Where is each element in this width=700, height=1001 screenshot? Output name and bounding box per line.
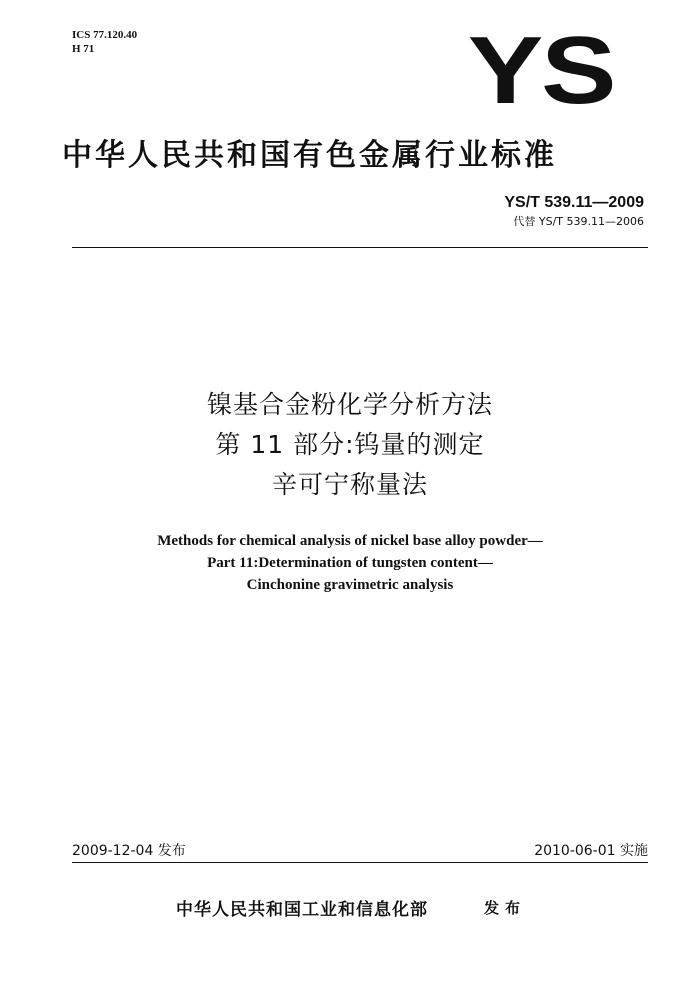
ccs-code: H 71 [72,43,95,55]
issuing-action: 发布 [484,899,527,917]
classification-codes [72,28,137,56]
chinese-title [0,385,700,505]
ys-logo-text: YS [467,17,615,124]
bottom-divider [72,862,648,863]
english-title-line-2: Part 11:Determination of tungsten content— [207,555,493,571]
replaces-standard: 代替 YS/T 539.11—2006 [513,215,644,228]
english-title-line-1: Methods for chemical analysis of nickel base alloy powder— [157,533,543,549]
industry-standard-title: 中华人民共和国有色金属行业标准 [62,138,557,173]
english-title [0,530,700,596]
chinese-title-line-1: 镍基合金粉化学分析方法 [206,390,493,419]
issue-date: 2009-12-04 发布 [72,843,186,859]
effective-date: 2010-06-01 实施 [534,843,648,859]
ics-code: ICS 77.120.40 [72,29,138,41]
standard-number-block [504,194,644,229]
english-title-line-3: Cinchonine gravimetric analysis [246,577,454,593]
chinese-title-line-2: 第 11 部分:钨量的测定 [215,430,485,459]
ys-logo [466,17,616,124]
chinese-title-line-3: 辛可宁称量法 [271,470,428,499]
issuing-authority: 中华人民共和国工业和信息化部 [176,900,428,920]
top-divider [72,247,648,248]
standard-number: YS/T 539.11—2009 [504,194,644,211]
